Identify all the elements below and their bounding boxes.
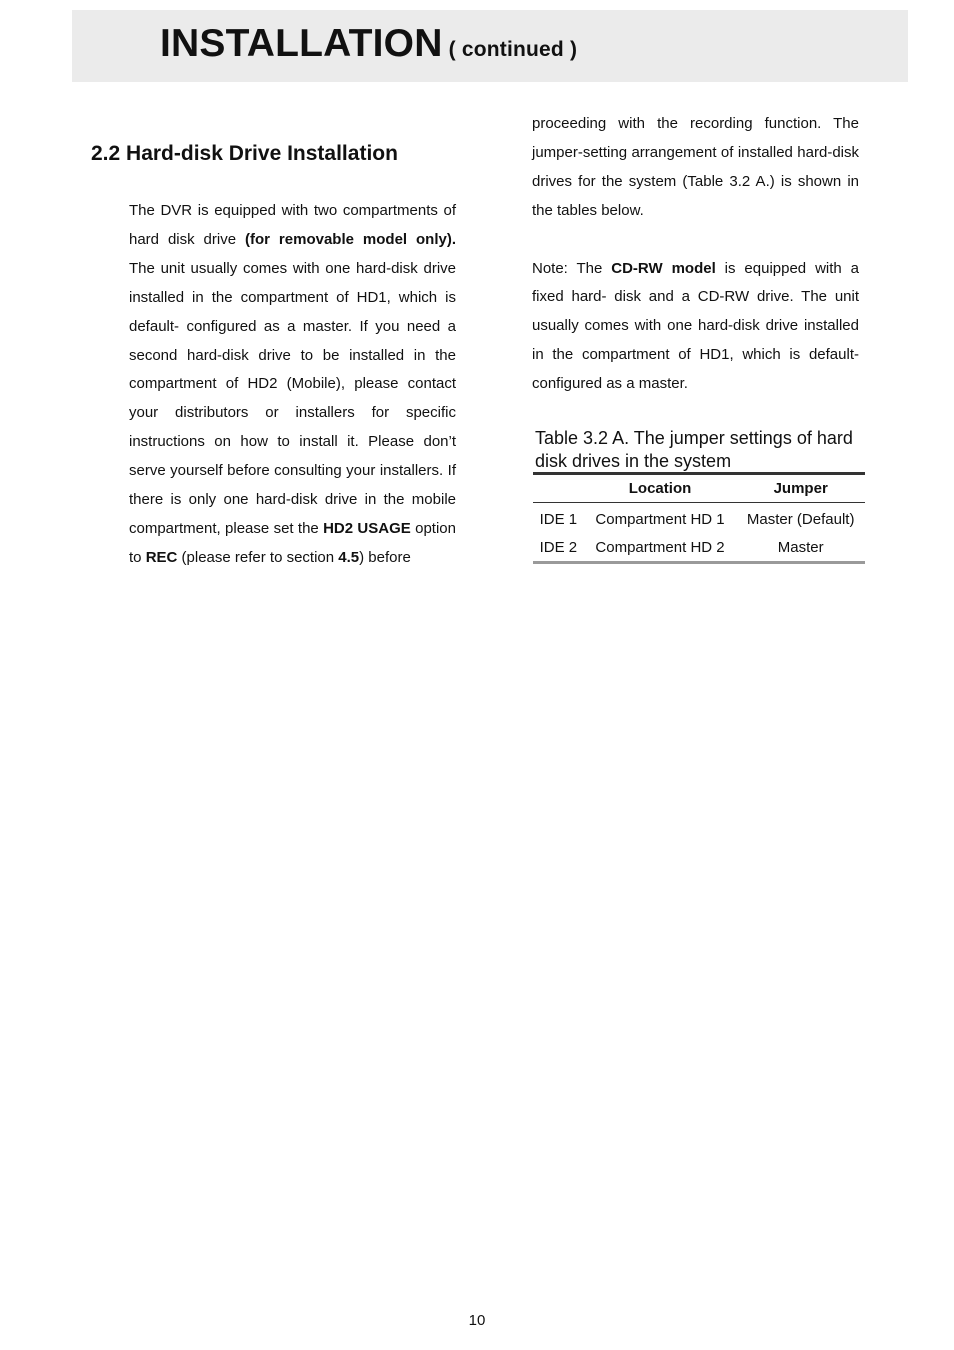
text-run: ) before	[359, 548, 411, 566]
rec-value: REC	[145, 548, 178, 566]
table-row	[533, 533, 865, 563]
left-column	[129, 197, 456, 573]
table-header-location: Location	[584, 474, 737, 503]
hd2-usage-option: HD2 USAGE	[323, 519, 411, 537]
text-run: option to	[129, 519, 456, 566]
removable-model-note: (for removable model only).	[245, 230, 457, 248]
jumper-settings-table	[533, 472, 865, 564]
page-title-text: INSTALLATION	[160, 22, 443, 65]
text-run: The DVR is equipped with two compartments of hard disk drive	[129, 202, 456, 248]
text-run: (please refer to section	[177, 548, 339, 566]
page-title	[160, 22, 577, 72]
page-number: 10	[468, 1312, 486, 1329]
text-run: The unit usually comes with one hard-disk drive installed in the compartment of HD1, which is default- configured as a master. If you need a second hard-disk drive to be installed in the compartment of HD2 (Mobile), please contact your distributors or installers for specific instructions on how to install it. Please don’t serve yourself before consulting your installers. If there is only one hard-disk drive in the mobile compartment, please set the	[129, 259, 456, 537]
table-row	[533, 503, 865, 534]
right-column	[532, 110, 859, 399]
page-title-continued: ( continued )	[448, 38, 578, 61]
table-cell-drive: IDE 1	[539, 510, 578, 528]
section-heading: 2.2 Hard-disk Drive Installation	[91, 142, 398, 165]
table-caption: Table 3.2 A. The jumper settings of hard disk drives in the system	[535, 428, 853, 471]
table-header-row	[533, 474, 865, 503]
table-cell-drive: IDE 2	[539, 538, 578, 556]
installation-paragraph	[129, 197, 456, 573]
section-reference: 4.5	[338, 548, 360, 566]
cdrw-note-paragraph	[532, 255, 859, 400]
text-run: Note: The	[532, 259, 612, 277]
table-cell-location: Compartment HD 2	[595, 538, 725, 556]
table-cell-jumper: Master	[777, 538, 824, 556]
table-cell-jumper: Master (Default)	[746, 510, 855, 528]
table-cell-location: Compartment HD 1	[595, 510, 725, 528]
text-run: is equipped with a fixed hard- disk and a CD-RW drive. The unit usually comes with one hard-disk drive installed in the compartment of HD1, which is default-configured as a master.	[532, 259, 859, 393]
cdrw-model-label: CD-RW model	[611, 259, 716, 277]
continuation-paragraph: proceeding with the recording function. The jumper-setting arrangement of installed hard-disk drives for the system (Table 3.2 A.) is shown in the tables below.	[532, 115, 859, 219]
table-header-cell	[533, 474, 584, 503]
table-header-jumper: Jumper	[736, 474, 865, 503]
